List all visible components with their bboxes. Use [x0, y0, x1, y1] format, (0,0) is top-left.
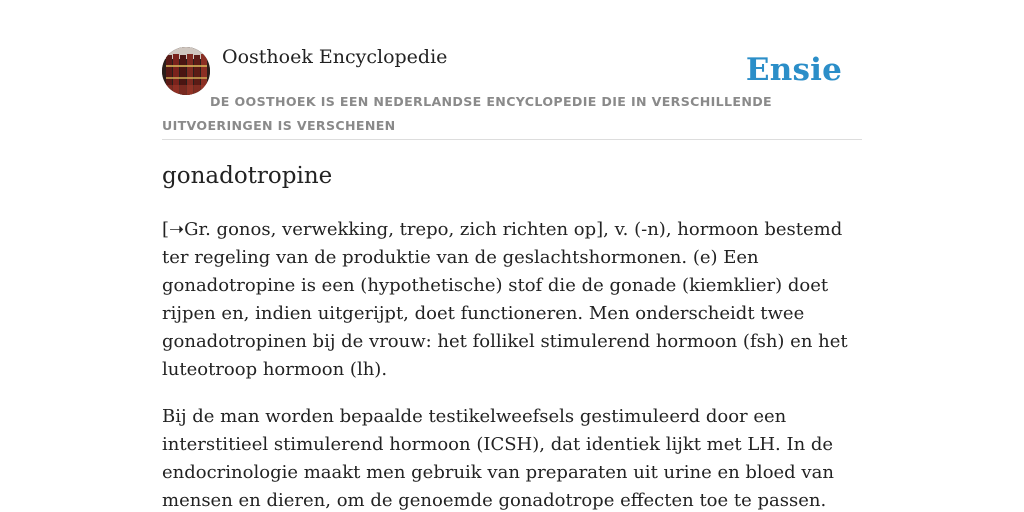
- site-tagline: DE OOSTHOEK IS EEN NEDERLANDSE ENCYCLOPEDIE DIE IN VERSCHILLENDE UITVOERINGEN IS VERSCHENEN: [162, 94, 773, 133]
- site-header: [162, 0, 862, 140]
- article-paragraph: [➝Gr. gonos, verwekking, trepo, zich richten op], v. (-n), hormoon bestemd ter regeling van de produktie van de geslachtshormonen. (e) Een gonadotropine is een (hypothetische) stof die de gonade (kiemklier) doet rijpen en, indien uitgerijpt, doet functioneren. Men onderscheidt twee gonadotropinen bij de vrouw: het follikel stimulerend hormoon (fsh) en het luteotroop hormoon (lh).: [162, 219, 848, 380]
- encyclopedia-books-icon[interactable]: [162, 47, 210, 95]
- ensie-logo-link[interactable]: Ensie: [745, 52, 842, 88]
- article-title: gonadotropine: [162, 163, 333, 189]
- article-paragraph: Bij de man worden bepaalde testikelweefsels gestimuleerd door een interstitieel stimulerend hormoon (ICSH), dat identiek lijkt met LH. In de endocrinologie maakt men gebruik van preparaten uit urine en bloed van mensen en dieren, om de genoemde gonadotrope effecten toe te passen.: [162, 406, 834, 511]
- page: [162, 0, 862, 511]
- site-name[interactable]: Oosthoek Encyclopedie: [222, 46, 448, 68]
- article-body: [162, 216, 862, 512]
